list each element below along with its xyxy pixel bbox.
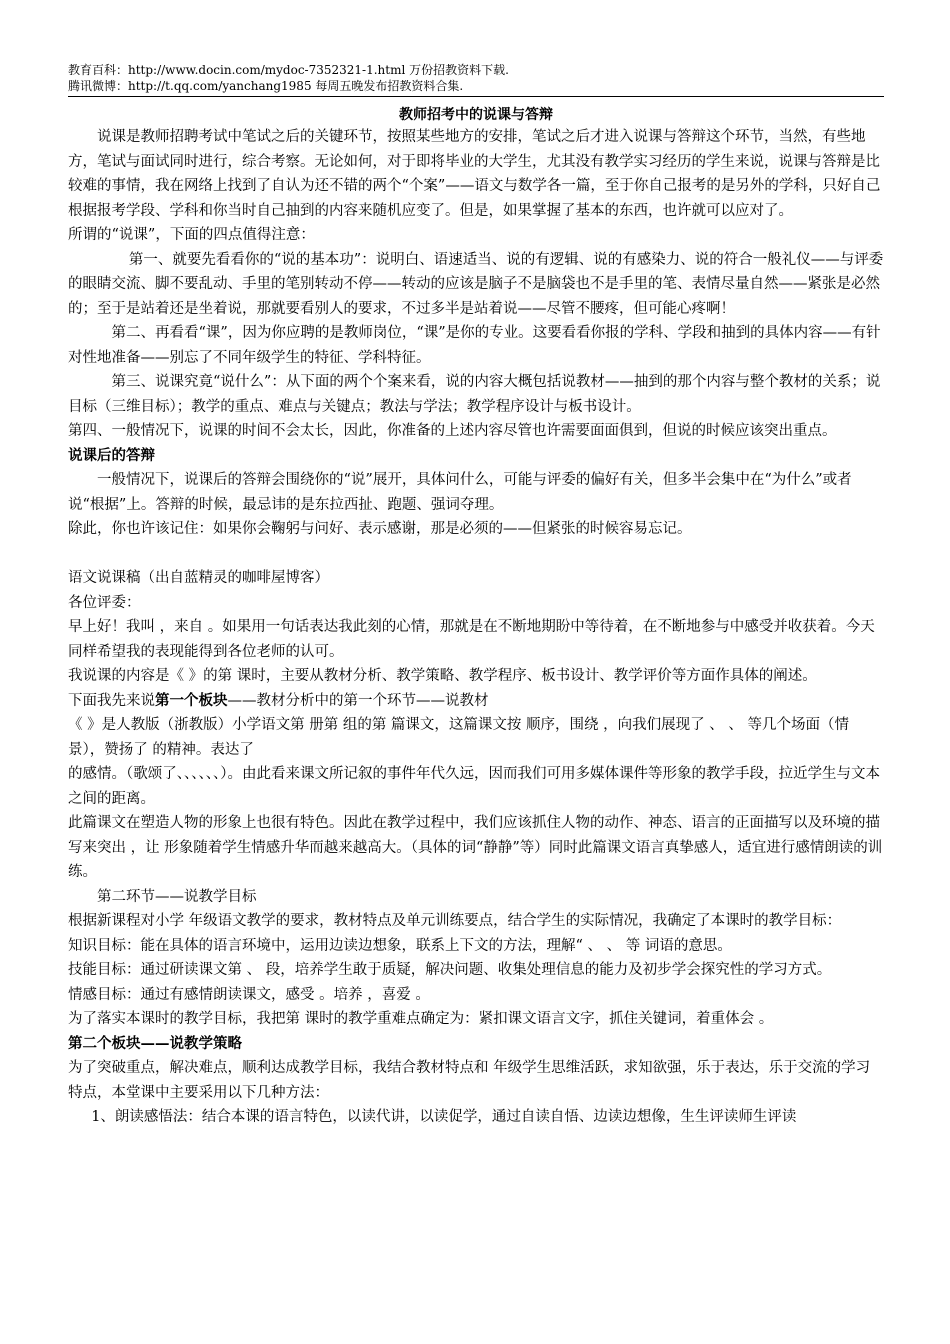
blank-line	[68, 542, 884, 567]
document-title: 教师招考中的说课与答辩	[399, 107, 553, 123]
paragraph-objectives-intro: 根据新课程对小学 年级语文教学的要求，教材特点及单元训练要点，结合学生的实际情况，我确定了本课时的教学目标：	[68, 913, 842, 929]
header-line-2: 腾讯微博：http://t.qq.com/yanchang1985 每周五晚发布招教资料合集.	[68, 79, 464, 93]
paragraph-greeting: 各位评委：	[68, 594, 141, 611]
paragraph-strategy-intro: 为了突破重点，解决难点，顺利达成教学目标，我结合教材特点和 年级学生思维活跃，求知欲强，乐于表达，乐于交流的学习特点，本堂课中主要采用以下几种方法：	[68, 1060, 871, 1101]
paragraph-point-4: 第四、一般情况下，说课的时间不会太长，因此，你准备的上述内容尽管也许需要面面俱到，但说的时候应该突出重点。	[68, 423, 837, 439]
header-rule	[68, 96, 884, 97]
paragraph-feelings: 的感情。（歌颂了、、、、、、）。由此看来课文所记叙的事件年代久远，因而我们可用多媒体课件等形象的教学手段，拉近学生与文本之间的距离。	[68, 766, 880, 807]
paragraph-remember: 除此，你也许该记住：如果你会鞠躬与问好、表示感谢，那是必须的——但紧张的时候容易忘记。	[68, 521, 692, 537]
paragraph-point-2: 第二、再看看“课”，因为你应聘的是教师岗位，“课”是你的专业。这要看看你报的学科、学段和抽到的具体内容——有针对性地准备——别忘了不同年级学生的特征、学科特征。	[68, 325, 881, 366]
section-heading-defense: 说课后的答辩	[68, 446, 155, 464]
paragraph-point-1: 第一、就要先看看你的“说的基本功”：说明白、语速适当、说的有逻辑、说的有感染力、说的符合一般礼仪——与评委的眼睛交流、脚不要乱动、手里的笔别转动不停——转动的应该是脑子不是脑袋也不是手里的笔、表情尽量自然——紧张是必然的；至于是站着还是坐着说，那就要看别人的要求，不过多半是站着说——尽管不腰疼，但可能心疼啊！	[68, 251, 884, 317]
paragraph-textbook: 《 》是人教版（浙教版）小学语文第 册第 组的第 篇课文，这篇课文按 顺序，围绕 ，向我们展现了 、 、 等几个场面（情景），赞扬了 的精神。表达了	[68, 717, 849, 758]
section-heading-strategy: 第二个板块——说教学策略	[68, 1034, 242, 1052]
paragraph-second-section: 第二环节——说教学目标	[97, 888, 257, 905]
paragraph-intro: 说课是教师招聘考试中笔试之后的关键环节，按照某些地方的安排，笔试之后才进入说课与答辩这个环节，当然，有些地方，笔试与面试同时进行，综合考察。无论如何，对于即将毕业的大学生，尤其没有教学实习经历的学生来说，说课与答辩是比较难的事情，我在网络上找到了自认为还不错的两个“个案”——语文与数学各一篇，至于你自己报考的是另外的学科，只好自己根据报考学段、学科和你当时自己抽到的内容来随机应变了。但是，如果掌握了基本的东西，也许就可以应对了。	[68, 129, 881, 219]
paragraph-content: 我说课的内容是《 》的第 课时，主要从教材分析、教学策略、教学程序、板书设计、教学评价等方面作具体的阐述。	[68, 668, 817, 684]
paragraph-skill-goal: 技能目标：通过研读课文第 、 段，培养学生敢于质疑，解决问题、收集处理信息的能力及初步学会探究性的学习方式。	[68, 962, 832, 978]
first-block-prefix: 下面我先来说	[68, 692, 155, 709]
paragraph-emotion-goal: 情感目标：通过有感情朗读课文，感受 。培养 ，喜爱 。	[68, 986, 430, 1003]
paragraph-defense: 一般情况下，说课后的答辩会围绕你的“说”展开，具体问什么，可能与评委的偏好有关，但多半会集中在“为什么”或者说“根据”上。答辩的时候，最忌讳的是东拉西扯、跑题、强词夺理。	[68, 472, 852, 513]
paragraph-characters: 此篇课文在塑造人物的形象上也很有特色。因此在教学过程中，我们应该抓住人物的动作、神态、语言的正面描写以及环境的描写来突出 ，让 形象随着学生情感升华而越来越高大。（具体的词“静静”等）同时此篇课文语言真挚感人，适宜进行感情朗读的训练。	[68, 815, 883, 880]
paragraph-key-points: 为了落实本课时的教学目标，我把第 课时的教学重难点确定为：紧扣课文语言文字，抓住关键词，着重体会 。	[68, 1011, 774, 1027]
paragraph-sample-title: 语文说课稿（出自蓝精灵的咖啡屋博客）	[68, 570, 329, 586]
header-line-1: 教育百科：http://www.docin.com/mydoc-7352321-1.html 万份招教资料下载.	[68, 63, 509, 77]
first-block-label: 第一个板块	[155, 691, 228, 709]
paragraph-opening: 早上好！我叫 ，来自 。如果用一句话表达我此刻的心情，那就是在不断地期盼中等待着，在不断地参与中感受并收获着。今天同样希望我的表现能得到各位老师的认可。	[68, 619, 875, 660]
paragraph-knowledge-goal: 知识目标：能在具体的语言环境中，运用边读边想象，联系上下文的方法，理解“ 、 、 等 词语的意思。	[68, 937, 732, 954]
first-block-suffix: ——教材分析中的第一个环节——说教材	[227, 692, 489, 709]
paragraph-method-1: 1、朗读感悟法：结合本课的语言特色，以读代讲，以读促学，通过自读自悟、边读边想像，生生评读师生评读	[91, 1109, 797, 1125]
paragraph-first-block	[68, 689, 884, 714]
paragraph-point-3: 第三、说课究竟“说什么”：从下面的两个个案来看，说的内容大概包括说教材——抽到的那个内容与整个教材的关系；说目标（三维目标）；教学的重点、难点与关键点；教法与学法；教学程序设计与板书设计。	[68, 374, 881, 415]
paragraph-four-points: 所谓的“说课”，下面的四点值得注意：	[68, 227, 315, 243]
document-page	[68, 62, 884, 1130]
